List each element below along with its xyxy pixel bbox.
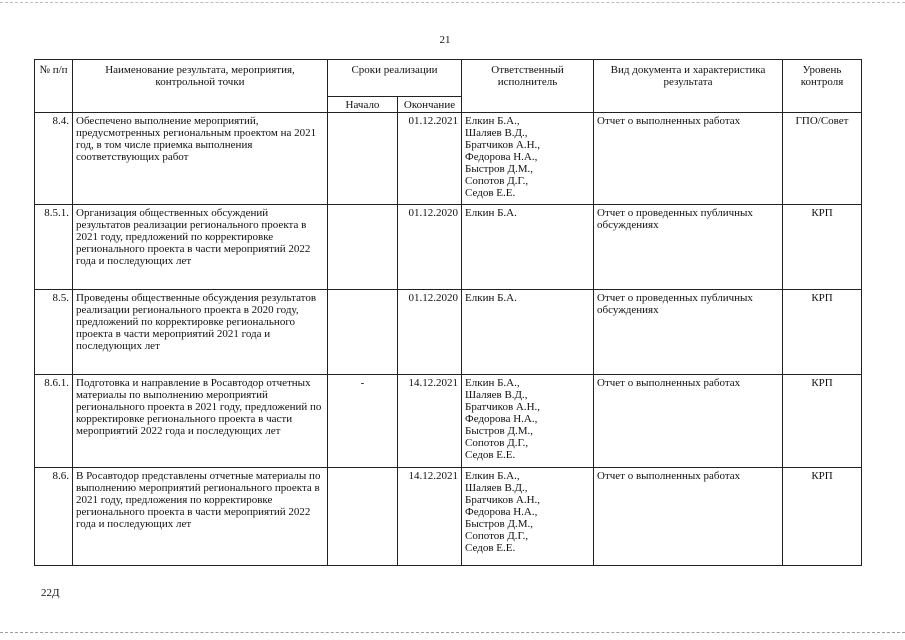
row-number: 8.4. [35,113,73,205]
responsible-person: Сопотов Д.Г., [465,175,529,187]
scan-edge-top [0,2,905,3]
row-control-level: КРП [783,290,862,375]
responsible-person: Шаляев В.Д., [465,482,528,494]
header-control: Уровень контроля [783,60,862,113]
table-row [35,113,862,205]
header-doc-type: Вид документа и характеристика результата [594,60,783,113]
plan-table-body [35,113,862,566]
row-control-level: КРП [783,375,862,468]
row-end-date: 14.12.2021 [398,468,462,566]
responsible-person: Федорова Н.А., [465,506,538,518]
row-responsible [462,375,594,468]
row-start-date [328,468,398,566]
responsible-person: Федорова Н.А., [465,151,538,163]
row-name: Проведены общественные обсуждения результатов реализации регионального проекта в 2020 году, предложений по корректировке регионального проекта в части мероприятий 2021 года и последующих лет [73,290,328,375]
header-name: Наименование результата, мероприятия, контрольной точки [73,60,328,113]
row-control-level: ГПО/Совет [783,113,862,205]
row-doc-type: Отчет о выполненных работах [594,375,783,468]
row-doc-type: Отчет о проведенных публичных обсуждениях [594,290,783,375]
responsible-person: Федорова Н.А., [465,413,538,425]
header-start: Начало [328,97,398,113]
responsible-person: Быстров Д.М., [465,425,534,437]
responsible-person: Сопотов Д.Г., [465,437,529,449]
responsible-person: Седов Е.Е. [465,449,516,461]
row-end-date: 01.12.2020 [398,290,462,375]
row-start-date [328,290,398,375]
responsible-person: Седов Е.Е. [465,187,516,199]
responsible-person: Елкин Б.А. [465,292,517,304]
table-row [35,468,862,566]
responsible-person: Елкин Б.А. [465,207,517,219]
responsible-person: Елкин Б.А., [465,470,520,482]
header-terms: Сроки реализации [328,60,462,97]
header-end: Окончание [398,97,462,113]
row-control-level: КРП [783,468,862,566]
row-responsible [462,468,594,566]
table-row [35,290,862,375]
responsible-person: Шаляев В.Д., [465,389,528,401]
row-doc-type: Отчет о выполненных работах [594,113,783,205]
row-number: 8.6. [35,468,73,566]
row-name: Организация общественных обсуждений результатов реализации регионального проекта в 2021 году, предложений по корректировке регионального проекта в части мероприятий 2022 года и последующих лет [73,205,328,290]
responsible-person: Елкин Б.А., [465,115,520,127]
table-row [35,375,862,468]
row-number: 8.5.1. [35,205,73,290]
row-start-date: - [328,375,398,468]
row-end-date: 01.12.2021 [398,113,462,205]
page-number: 21 [439,34,451,46]
footer-code: 22Д [41,587,60,599]
responsible-person: Елкин Б.А., [465,377,520,389]
row-start-date [328,205,398,290]
row-responsible [462,290,594,375]
row-responsible [462,113,594,205]
row-control-level: КРП [783,205,862,290]
responsible-person: Сопотов Д.Г., [465,530,529,542]
responsible-person: Быстров Д.М., [465,518,534,530]
row-name: В Росавтодор представлены отчетные материалы по выполнению мероприятий регионального проекта в 2021 году, предложения по корректировке регионального проекта в части мероприятий 2022 года и последующих лет [73,468,328,566]
responsible-person: Братчиков А.Н., [465,494,541,506]
row-name: Подготовка и направление в Росавтодор отчетных материалы по выполнению мероприятий регионального проекта в 2021 году, предложений по корректировке регионального проекта в части мероприятий 2022 года и последующих лет [73,375,328,468]
row-responsible [462,205,594,290]
responsible-person: Седов Е.Е. [465,542,516,554]
row-doc-type: Отчет о выполненных работах [594,468,783,566]
row-end-date: 01.12.2020 [398,205,462,290]
header-num: № п/п [35,60,73,113]
plan-table [34,59,862,566]
responsible-person: Братчиков А.Н., [465,139,541,151]
responsible-person: Шаляев В.Д., [465,127,528,139]
row-number: 8.5. [35,290,73,375]
table-row [35,205,862,290]
row-start-date [328,113,398,205]
scan-edge-bottom [0,632,905,633]
row-name: Обеспечено выполнение мероприятий, предусмотренных региональным проектом на 2021 год, в том числе приемка выполнения соответствующих работ [73,113,328,205]
row-number: 8.6.1. [35,375,73,468]
responsible-person: Братчиков А.Н., [465,401,541,413]
header-responsible: Ответственный исполнитель [462,60,594,113]
row-end-date: 14.12.2021 [398,375,462,468]
row-doc-type: Отчет о проведенных публичных обсуждениях [594,205,783,290]
responsible-person: Быстров Д.М., [465,163,534,175]
